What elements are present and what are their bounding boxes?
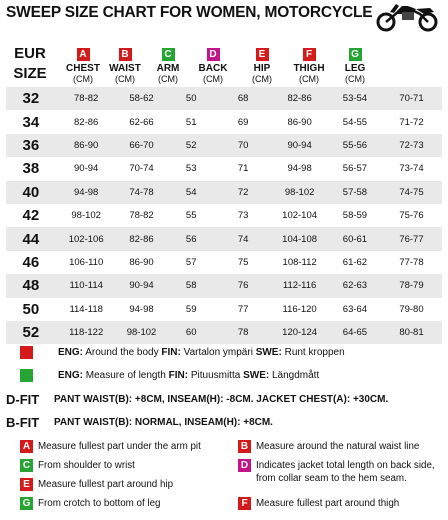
cell-chest: 86-90 xyxy=(56,134,117,157)
cell-thigh: 55-56 xyxy=(329,134,381,157)
cell-thigh: 64-65 xyxy=(329,321,381,344)
table-row xyxy=(6,157,442,180)
column-unit: (CM) xyxy=(345,74,365,84)
size-cell: 38 xyxy=(22,160,40,178)
cell-back: 78 xyxy=(216,321,270,344)
table-row xyxy=(6,181,442,204)
cell-back: 75 xyxy=(237,256,249,268)
note-text: Measure fullest part around thigh xyxy=(256,498,400,509)
cell-thigh: 60-61 xyxy=(329,227,381,250)
note-letter-badge: F xyxy=(238,497,251,510)
cell-arm: 57 xyxy=(185,256,197,268)
cell-chest: 82-86 xyxy=(74,116,99,128)
column-name: HIP xyxy=(253,63,271,74)
cell-arm: 50 xyxy=(166,87,216,110)
size-cell: 48 xyxy=(6,274,56,297)
legend-around-body: ENG: Around the body FIN: Vartalon ympäri SWE: Runt kroppen xyxy=(58,347,345,358)
table-row xyxy=(6,110,442,133)
column-name: ARM xyxy=(156,63,180,74)
cell-chest: 114-118 xyxy=(69,303,103,315)
size-cell: 32 xyxy=(6,87,56,110)
cell-arm: 54 xyxy=(166,181,216,204)
cell-arm: 55 xyxy=(185,210,197,222)
cell-hip: 82-86 xyxy=(270,87,329,110)
legend-length: ENG: Measure of length FIN: Pituusmitta SWE: Längdmått xyxy=(58,370,320,381)
column-header-leg xyxy=(330,44,380,84)
cell-thigh: 63-64 xyxy=(342,303,368,315)
table-row xyxy=(6,227,442,250)
cell-hip: 112-116 xyxy=(270,274,329,297)
column-unit: (CM) xyxy=(203,74,223,84)
column-letter-badge: E xyxy=(256,48,269,61)
d-fit-text: PANT WAIST(B): +8CM, INSEAM(H): -8CM. JACKET CHEST(A): +30CM. xyxy=(54,394,389,405)
column-unit: (CM) xyxy=(158,74,178,84)
cell-chest: 78-82 xyxy=(56,87,117,110)
cell-thigh: 58-59 xyxy=(342,210,368,222)
cell-thigh: 57-58 xyxy=(329,181,381,204)
cell-leg: 71-72 xyxy=(399,116,424,128)
note-letter-badge: B xyxy=(238,440,251,453)
size-cell: 36 xyxy=(6,134,56,157)
table-row xyxy=(6,204,442,227)
table-row xyxy=(6,321,442,344)
cell-thigh: 56-57 xyxy=(342,163,368,175)
cell-hip: 98-102 xyxy=(270,181,329,204)
column-name: BACK xyxy=(198,63,228,74)
note-letter-badge: A xyxy=(20,440,33,453)
cell-waist: 70-74 xyxy=(129,163,154,175)
column-unit: (CM) xyxy=(299,74,319,84)
table-row xyxy=(6,251,442,274)
size-cell: 50 xyxy=(22,300,40,318)
cell-thigh: 54-55 xyxy=(342,116,368,128)
note-letter-badge: G xyxy=(20,497,33,510)
cell-back: 70 xyxy=(216,134,270,157)
cell-chest: 106-110 xyxy=(69,256,104,268)
size-cell: 42 xyxy=(22,207,40,225)
column-name: WAIST xyxy=(109,63,141,74)
column-header-thigh xyxy=(284,44,334,84)
cell-thigh: 62-63 xyxy=(329,274,381,297)
cell-back: 77 xyxy=(237,303,249,315)
table-row xyxy=(6,134,442,157)
cell-chest: 102-106 xyxy=(56,227,117,250)
cell-arm: 59 xyxy=(185,303,197,315)
cell-back: 72 xyxy=(216,181,270,204)
cell-hip: 102-104 xyxy=(282,210,318,222)
cell-waist: 66-70 xyxy=(117,134,167,157)
note-text: Indicates jacket total length on back side, from collar seam to the hem seam. xyxy=(256,460,435,484)
column-unit: (CM) xyxy=(115,74,135,84)
cell-back: 74 xyxy=(216,227,270,250)
cell-back: 68 xyxy=(216,87,270,110)
green-legend-square xyxy=(20,369,33,382)
cell-hip: 90-94 xyxy=(270,134,329,157)
eur-label: EUR xyxy=(14,45,46,62)
note-text: From crotch to bottom of leg xyxy=(38,498,161,509)
column-name: CHEST xyxy=(66,63,100,74)
red-legend-square xyxy=(20,346,33,359)
cell-leg: 76-77 xyxy=(381,227,442,250)
cell-chest: 94-98 xyxy=(56,181,117,204)
cell-hip: 94-98 xyxy=(287,163,312,175)
motorcycle-icon xyxy=(372,0,442,32)
cell-arm: 52 xyxy=(166,134,216,157)
size-cell: 44 xyxy=(6,227,56,250)
note-text: Measure fullest part under the arm pit xyxy=(38,441,201,452)
size-cell: 52 xyxy=(6,321,56,344)
cell-hip: 120-124 xyxy=(270,321,329,344)
b-fit-text: PANT WAIST(B): NORMAL, INSEAM(H): +8CM. xyxy=(54,417,273,428)
cell-waist: 82-86 xyxy=(117,227,167,250)
table-row xyxy=(6,274,442,297)
cell-leg: 79-80 xyxy=(399,303,424,315)
cell-waist: 62-66 xyxy=(129,116,154,128)
cell-leg: 80-81 xyxy=(381,321,442,344)
cell-chest: 110-114 xyxy=(56,274,117,297)
cell-leg: 74-75 xyxy=(381,181,442,204)
table-row xyxy=(6,298,442,321)
column-header-hip xyxy=(237,44,287,84)
cell-waist: 98-102 xyxy=(117,321,167,344)
note-text: Measure fullest part around hip xyxy=(38,479,174,490)
column-name: THIGH xyxy=(293,63,325,74)
eur-size-header xyxy=(10,44,50,84)
column-letter-badge: F xyxy=(303,48,316,61)
cell-arm: 60 xyxy=(166,321,216,344)
note-letter-badge: C xyxy=(20,459,33,472)
cell-hip: 108-112 xyxy=(282,256,317,268)
cell-waist: 90-94 xyxy=(117,274,167,297)
column-letter-badge: G xyxy=(349,48,362,61)
column-letter-badge: C xyxy=(162,48,175,61)
note-text: From shoulder to wrist xyxy=(38,460,135,471)
column-unit: (CM) xyxy=(252,74,272,84)
table-row xyxy=(6,87,442,110)
note-letter-badge: E xyxy=(20,478,33,491)
cell-leg: 75-76 xyxy=(399,210,424,222)
cell-leg: 73-74 xyxy=(399,163,424,175)
chart-title: SWEEP SIZE CHART FOR WOMEN, MOTORCYCLE xyxy=(6,4,373,21)
size-cell: 46 xyxy=(22,253,40,271)
b-fit-label: B-FIT xyxy=(6,415,40,430)
cell-chest: 98-102 xyxy=(71,210,101,222)
column-header-back xyxy=(188,44,238,84)
cell-waist: 74-78 xyxy=(117,181,167,204)
cell-waist: 78-82 xyxy=(129,210,154,222)
cell-back: 73 xyxy=(237,210,249,222)
cell-hip: 104-108 xyxy=(270,227,329,250)
note-text: Measure around the natural waist line xyxy=(256,441,420,452)
cell-hip: 116-120 xyxy=(282,303,317,315)
cell-back: 76 xyxy=(216,274,270,297)
size-table xyxy=(6,87,442,344)
cell-arm: 51 xyxy=(185,116,197,128)
size-cell: 34 xyxy=(22,113,40,131)
column-unit: (CM) xyxy=(73,74,93,84)
cell-leg: 78-79 xyxy=(381,274,442,297)
column-letter-badge: D xyxy=(207,48,220,61)
d-fit-label: D-FIT xyxy=(6,392,40,407)
cell-thigh: 53-54 xyxy=(329,87,381,110)
size-cell: 40 xyxy=(6,181,56,204)
column-header-arm xyxy=(143,44,193,84)
cell-leg: 77-78 xyxy=(399,256,424,268)
cell-hip: 86-90 xyxy=(287,116,312,128)
column-letter-badge: B xyxy=(119,48,132,61)
cell-waist: 94-98 xyxy=(129,303,154,315)
cell-waist: 58-62 xyxy=(117,87,167,110)
cell-arm: 53 xyxy=(185,163,197,175)
column-letter-badge: A xyxy=(77,48,90,61)
cell-leg: 72-73 xyxy=(381,134,442,157)
column-name: LEG xyxy=(344,63,366,74)
note-letter-badge: D xyxy=(238,459,251,472)
cell-waist: 86-90 xyxy=(129,256,154,268)
cell-arm: 58 xyxy=(166,274,216,297)
cell-arm: 56 xyxy=(166,227,216,250)
cell-chest: 118-122 xyxy=(56,321,117,344)
size-label: SIZE xyxy=(13,65,47,82)
cell-chest: 90-94 xyxy=(74,163,99,175)
cell-thigh: 61-62 xyxy=(342,256,368,268)
cell-back: 71 xyxy=(237,163,249,175)
cell-back: 69 xyxy=(237,116,249,128)
cell-leg: 70-71 xyxy=(381,87,442,110)
